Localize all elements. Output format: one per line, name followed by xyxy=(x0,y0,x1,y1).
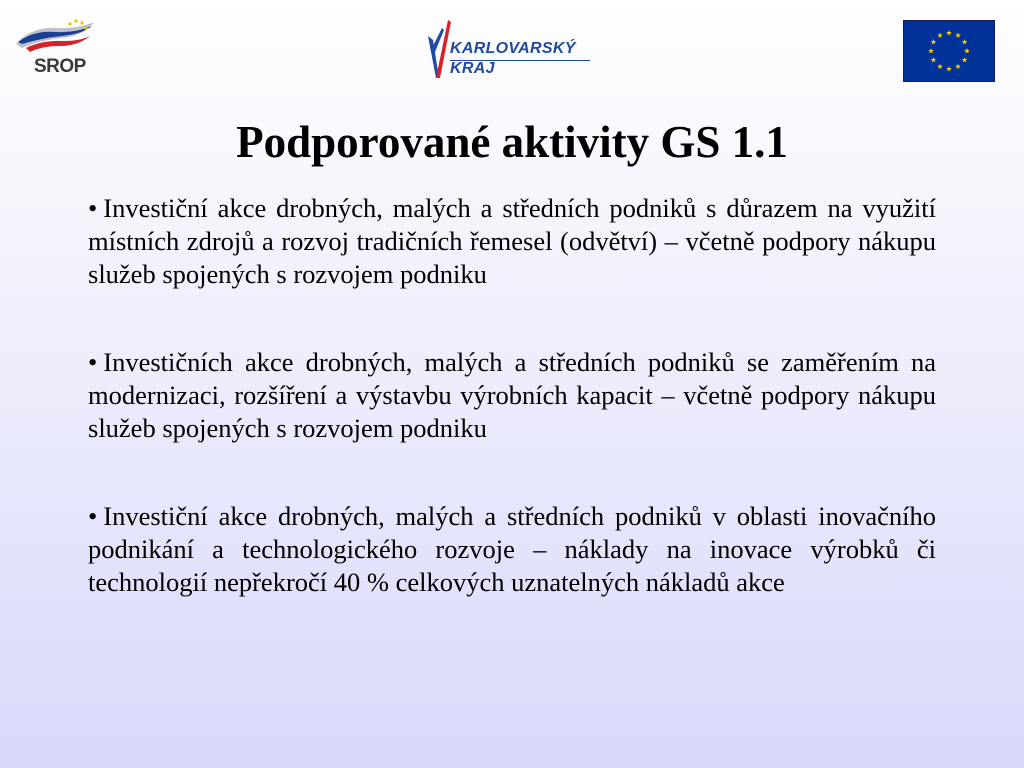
eu-star-icon xyxy=(964,48,970,53)
karlovarsky-logo-line2: KRAJ xyxy=(450,60,495,77)
page-title: Podporované aktivity GS 1.1 xyxy=(236,117,788,167)
srop-logo-icon xyxy=(12,14,98,58)
eu-star-icon xyxy=(955,64,961,69)
eu-star-icon xyxy=(962,57,968,62)
eu-star-icon xyxy=(931,39,937,44)
bullet-text-1: Investiční akce drobných, malých a středních podniků s důrazem na využití místních zdrojů a rozvoj tradičních řemesel (odvětví) – včetně podpory nákupu služeb spojených s rozvojem podniku xyxy=(88,193,936,289)
bullet-text-3: Investiční akce drobných, malých a středních podniků v oblasti inovačního podnikání a technologického rozvoje – náklady na inovace výrobků či technologií nepřekročí 40 % celkových uznatelných nákladů akce xyxy=(88,501,936,597)
karlovarsky-kraj-logo xyxy=(424,18,604,82)
bullet-text-2: Investičních akce drobných, malých a středních podniků se zaměřením na modernizaci, rozšíření a výstavbu výrobních kapacit – včetně podpory nákupu služeb spojených s rozvojem podniku xyxy=(88,347,936,443)
bullet-item-1 xyxy=(88,192,936,291)
bullet-item-2 xyxy=(88,346,936,445)
eu-star-icon xyxy=(937,32,943,37)
karlovarsky-logo-line1: KARLOVARSKÝ xyxy=(450,40,576,57)
bullet-list xyxy=(88,192,936,654)
eu-star-icon xyxy=(946,30,952,35)
eu-flag-icon xyxy=(904,21,994,81)
bullet-marker: • xyxy=(88,193,98,223)
eu-star-icon xyxy=(946,66,952,71)
bullet-marker: • xyxy=(88,347,98,377)
eu-star-icon xyxy=(962,39,968,44)
srop-logo xyxy=(12,14,98,82)
eu-star-icon xyxy=(937,64,943,69)
bullet-item-3 xyxy=(88,500,936,599)
bullet-marker: • xyxy=(88,501,98,531)
eu-star-icon xyxy=(928,48,934,53)
eu-flag xyxy=(903,20,995,82)
eu-star-icon xyxy=(931,57,937,62)
eu-star-icon xyxy=(955,32,961,37)
srop-logo-text: SROP xyxy=(34,56,86,77)
